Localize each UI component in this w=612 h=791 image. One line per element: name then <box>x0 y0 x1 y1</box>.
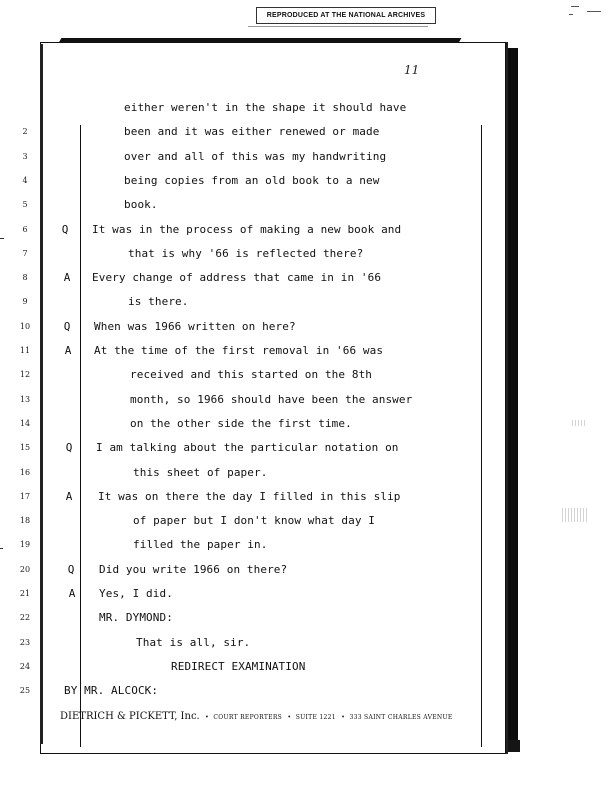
question-marker: Q <box>63 319 71 333</box>
answer-marker: A <box>65 489 73 503</box>
answer-marker: A <box>63 271 71 285</box>
line-number: 18 <box>19 516 31 526</box>
transcript-line: being copies from an old book to a new <box>124 173 380 187</box>
line-number: 3 <box>22 151 28 161</box>
question-marker: Q <box>67 562 75 576</box>
transcript-line: That is all, sir. <box>136 635 251 649</box>
transcript-line: filled the paper in. <box>133 538 268 552</box>
line-number: 13 <box>19 394 31 404</box>
transcript-line: book. <box>124 198 158 212</box>
question-marker: Q <box>65 441 73 455</box>
transcript-line: month, so 1966 should have been the answer <box>130 392 413 406</box>
line-number: 10 <box>19 321 31 331</box>
line-number: 8 <box>22 273 28 283</box>
line-number: 24 <box>19 661 31 671</box>
answer-marker: A <box>68 587 76 600</box>
transcript-line: Did you write 1966 on there? <box>99 562 288 576</box>
transcript-line: BY MR. ALCOCK: <box>64 684 159 698</box>
scan-speck <box>0 238 4 239</box>
line-number: 9 <box>22 297 28 307</box>
transcript-line: Yes, I did. <box>99 587 173 600</box>
transcript-line: REDIRECT EXAMINATION <box>171 659 306 673</box>
line-number: 4 <box>22 175 28 185</box>
scan-smudge <box>562 508 588 522</box>
reporter-footer: DIETRICH & PICKETT, Inc. • COURT REPORTERS • SUITE 1221 • 333 SAINT CHARLES AVENUE <box>60 711 453 722</box>
scan-smudge <box>572 420 586 426</box>
scan-speck <box>0 548 3 549</box>
transcript-line: either weren't in the shape it should have <box>124 101 407 114</box>
question-marker: Q <box>61 222 69 236</box>
transcript-line: When was 1966 written on here? <box>94 319 296 333</box>
line-number: 14 <box>19 418 31 428</box>
transcript-line: on the other side the first time. <box>130 416 352 430</box>
transcript-line: received and this started on the 8th <box>130 368 373 382</box>
transcript-line: this sheet of paper. <box>133 465 268 479</box>
line-number: 5 <box>22 200 28 210</box>
line-number: 11 <box>19 346 31 355</box>
line-number: 23 <box>19 637 31 647</box>
transcript-line: I am talking about the particular notation on <box>96 441 399 455</box>
line-number: 15 <box>19 443 31 453</box>
transcript-line: of paper but I don't know what day I <box>133 514 376 528</box>
answer-marker: A <box>64 344 72 357</box>
transcript-line: It was in the process of making a new book and <box>92 222 402 236</box>
footer-role: COURT REPORTERS <box>213 714 283 721</box>
transcript-line: been and it was either renewed or made <box>124 125 380 139</box>
line-number: 17 <box>19 491 31 501</box>
footer-address: 333 SAINT CHARLES AVENUE <box>349 714 453 721</box>
line-number: 12 <box>19 370 31 380</box>
line-number: 21 <box>19 589 31 598</box>
transcript-line: that is why '66 is reflected there? <box>128 246 364 260</box>
transcript-line: is there. <box>128 295 189 309</box>
line-number: 25 <box>19 686 31 696</box>
line-number: 7 <box>22 248 28 258</box>
page-number: 11 <box>404 63 420 77</box>
transcript-line: MR. DYMOND: <box>99 611 173 625</box>
archives-stamp: REPRODUCED AT THE NATIONAL ARCHIVES <box>256 7 436 24</box>
stamp-underline <box>248 26 428 27</box>
footer-firm: DIETRICH & PICKETT, Inc. <box>60 711 200 722</box>
line-number: 16 <box>19 467 31 477</box>
transcript-line: At the time of the first removal in '66 was <box>94 344 384 357</box>
line-number: 2 <box>22 127 28 137</box>
transcript-line: It was on there the day I filled in this slip <box>98 489 401 503</box>
line-number: 19 <box>19 540 31 550</box>
transcript-line: over and all of this was my handwriting <box>124 149 387 163</box>
transcript-line: Every change of address that came in in '66 <box>92 271 382 285</box>
line-number: 20 <box>19 564 31 574</box>
edge-marks <box>565 0 605 30</box>
page-left-edge <box>40 44 43 744</box>
line-number: 6 <box>22 224 28 234</box>
line-number: 22 <box>19 613 31 623</box>
text-frame <box>80 125 482 747</box>
footer-suite: SUITE 1221 <box>295 714 336 721</box>
